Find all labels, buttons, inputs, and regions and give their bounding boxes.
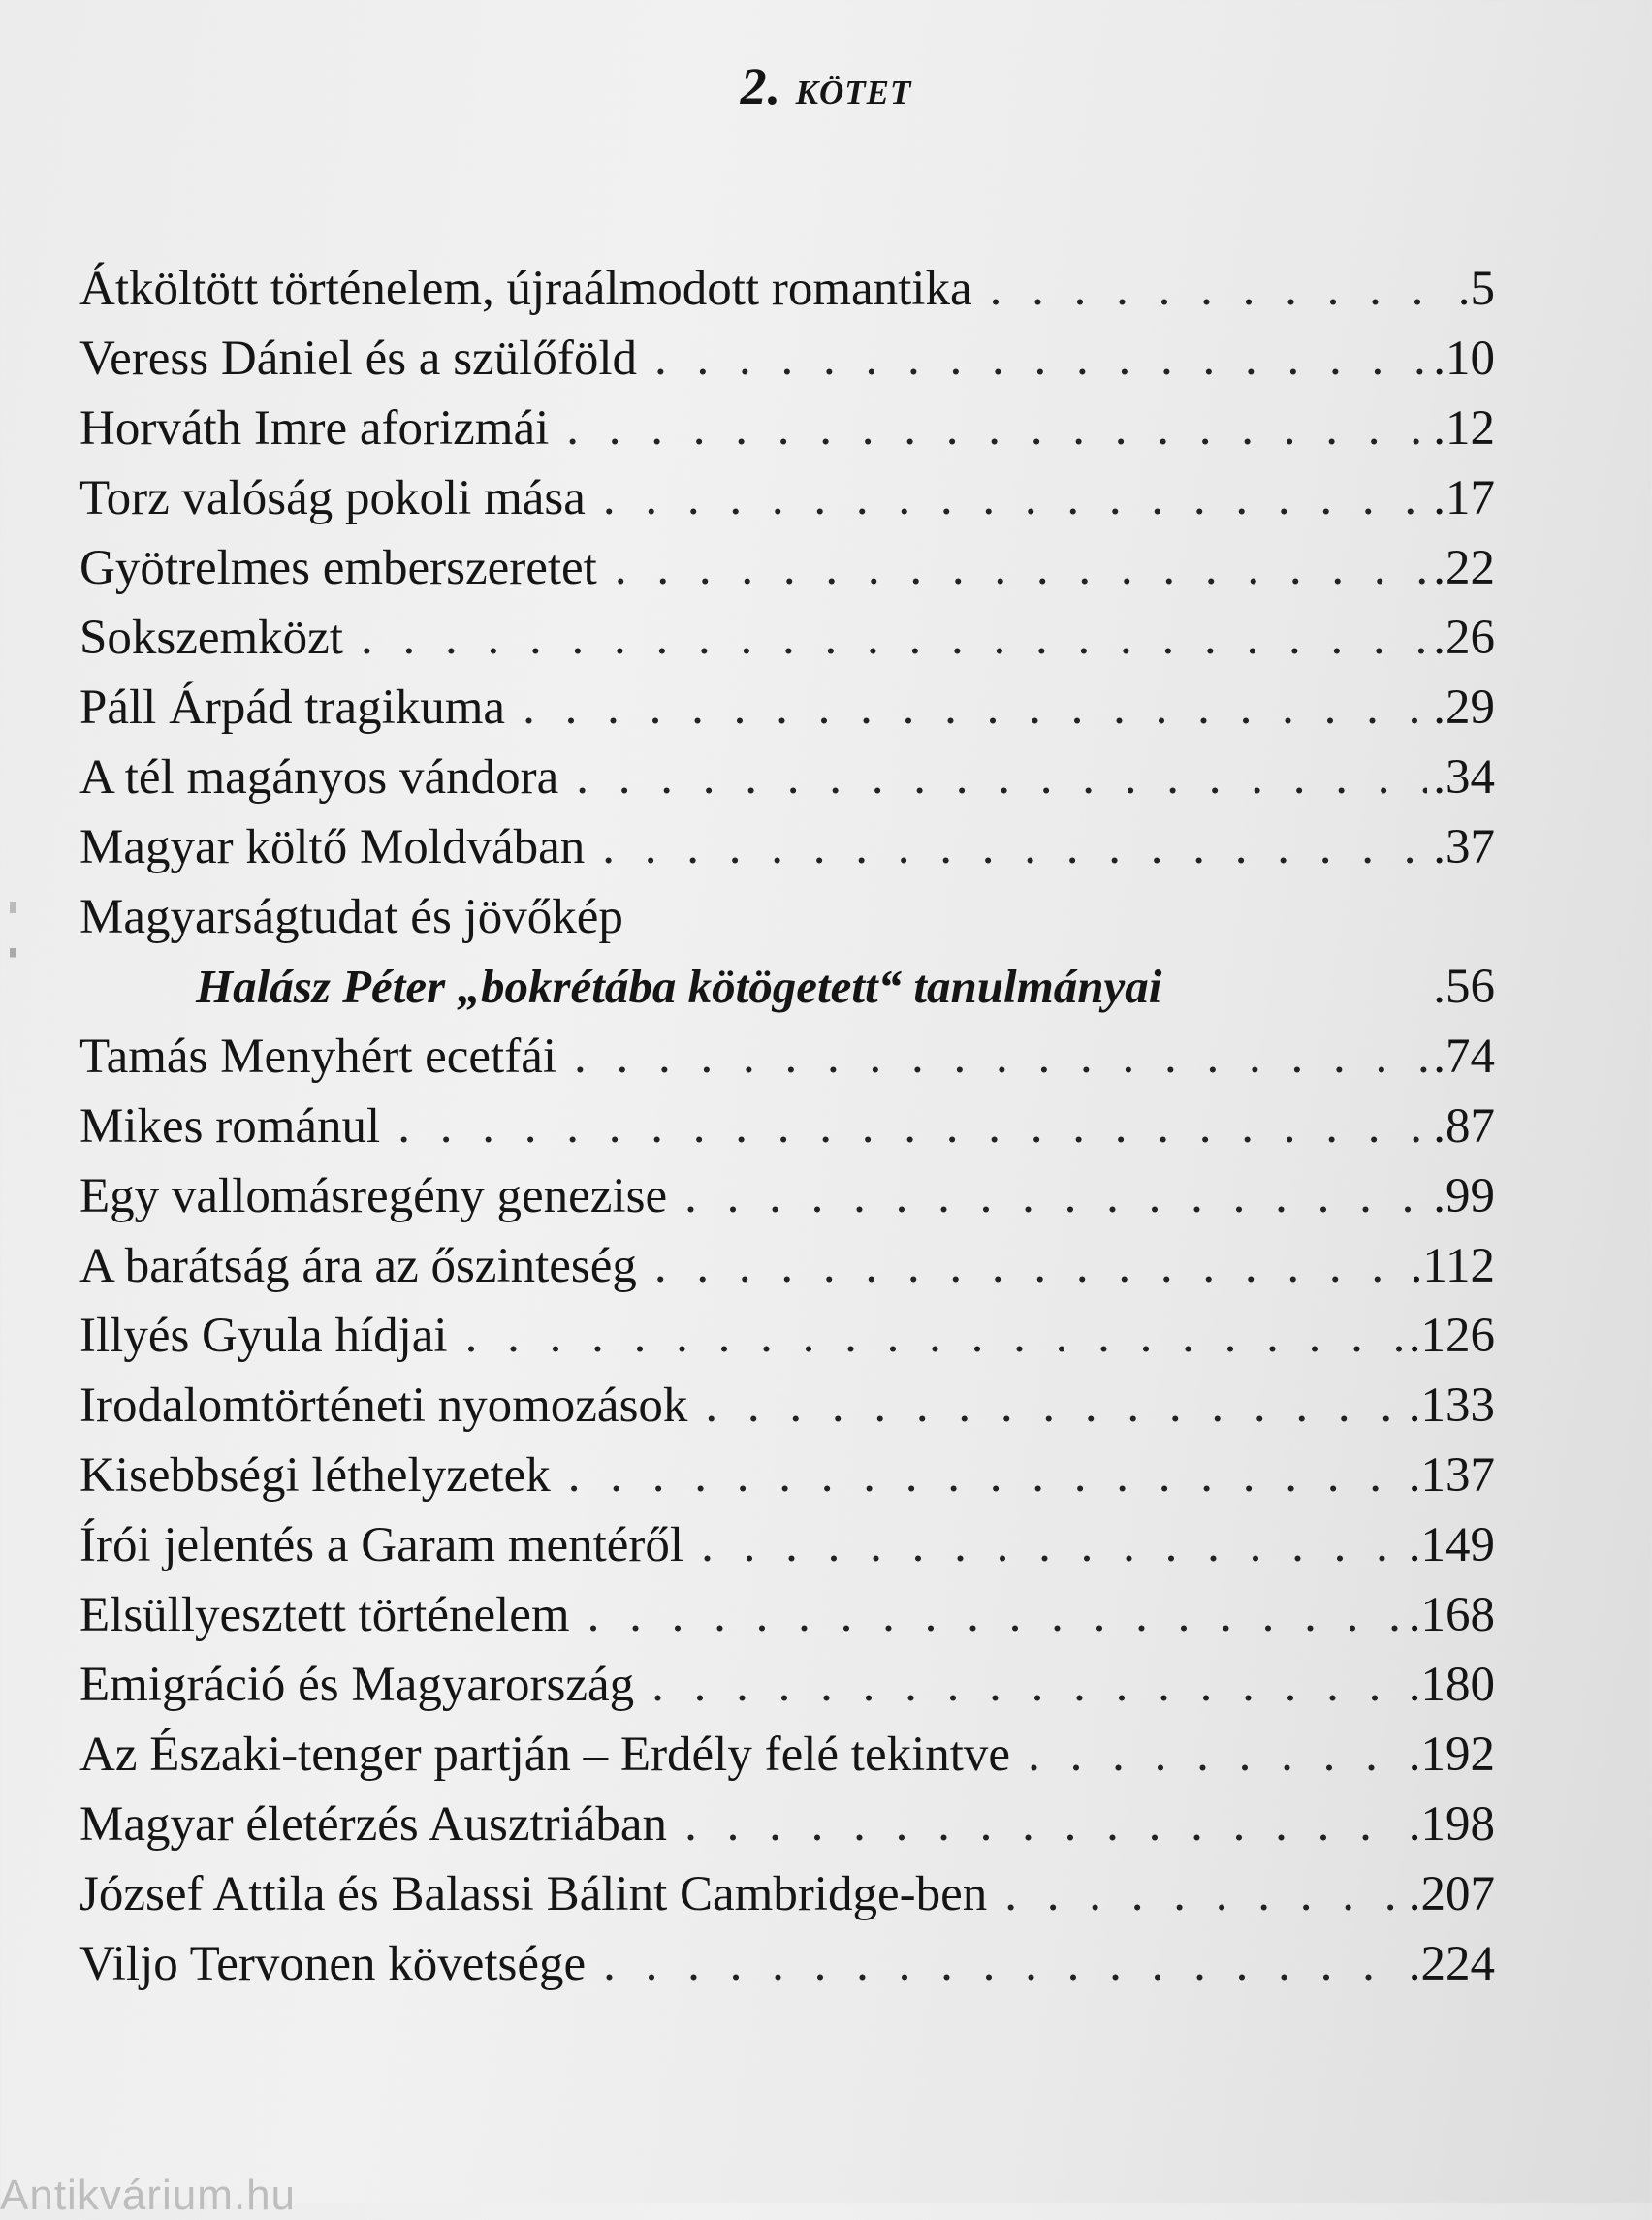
toc-entry xyxy=(79,1720,1495,1790)
toc-entry xyxy=(79,882,1495,952)
toc-entry xyxy=(79,1929,1495,1999)
toc-entry-page: .26 xyxy=(1433,611,1495,665)
toc-entry xyxy=(79,1441,1495,1510)
watermark: Antikvárium.hu xyxy=(0,2172,297,2219)
dot-leader xyxy=(654,324,1427,394)
toc-entry-title: Páll Árpád tragikuma xyxy=(79,681,506,735)
toc-entry-page: .99 xyxy=(1433,1169,1495,1223)
toc-entry-page: .22 xyxy=(1433,541,1495,595)
toc-entry-title: A barátság ára az őszinteség xyxy=(79,1239,637,1293)
toc-entry-title: Tamás Menyhért ecetfái xyxy=(79,1030,557,1084)
toc-entry xyxy=(79,1859,1495,1929)
dot-leader xyxy=(361,603,1427,673)
toc-entry-page: .192 xyxy=(1408,1728,1495,1782)
toc-entry-title: Veress Dániel és a szülőföld xyxy=(79,332,637,386)
toc-entry xyxy=(79,1161,1495,1231)
dot-leader xyxy=(684,1790,1403,1859)
toc-entry-page: .10 xyxy=(1433,332,1495,386)
toc-entry-page: .5 xyxy=(1457,262,1495,316)
toc-entry-title: Sokszemközt xyxy=(79,611,343,665)
toc-entry-page: .34 xyxy=(1433,750,1495,805)
toc-entry xyxy=(79,1022,1495,1092)
table-of-contents xyxy=(79,254,1495,1999)
toc-entry-page: .74 xyxy=(1433,1030,1495,1084)
toc-entry xyxy=(79,1790,1495,1859)
dot-leader xyxy=(574,1022,1427,1092)
toc-entry-page: .126 xyxy=(1408,1309,1495,1363)
toc-entry-title: Viljo Tervonen követsége xyxy=(79,1937,587,1991)
toc-entry-page: .133 xyxy=(1408,1379,1495,1433)
toc-entry-page: .56 xyxy=(1433,960,1495,1014)
toc-entry-page: .180 xyxy=(1408,1658,1495,1712)
dot-leader xyxy=(465,1301,1403,1371)
toc-entry-page: .37 xyxy=(1433,820,1495,874)
margin-mark xyxy=(10,902,16,1018)
toc-entry-title: Kisebbségi léthelyzetek xyxy=(79,1448,551,1503)
toc-entry-title: Illyés Gyula hídjai xyxy=(79,1309,448,1363)
dot-leader xyxy=(701,1510,1403,1580)
toc-entry-page: .17 xyxy=(1433,471,1495,525)
toc-entry-title: Emigráció és Magyarország xyxy=(79,1658,635,1712)
toc-entry-title: József Attila és Balassi Bálint Cambridge-ben xyxy=(79,1867,988,1921)
toc-entry xyxy=(79,394,1495,463)
toc-entry xyxy=(79,1650,1495,1720)
dot-leader xyxy=(651,1650,1403,1720)
toc-entry xyxy=(79,254,1495,324)
volume-number: 2. xyxy=(740,57,782,115)
toc-entry xyxy=(79,324,1495,394)
dot-leader xyxy=(603,1929,1403,1999)
toc-entry-title: A tél magányos vándora xyxy=(79,750,559,805)
toc-entry-page: .112 xyxy=(1410,1239,1495,1293)
toc-entry-title: Torz valóság pokoli mása xyxy=(79,471,586,525)
toc-entry-page: .87 xyxy=(1433,1099,1495,1154)
toc-entry-title: Egy vallomásregény genezise xyxy=(79,1169,668,1223)
toc-entry-title: Az Északi-tenger partján – Erdély felé tekintve xyxy=(79,1728,1011,1782)
toc-entry xyxy=(79,673,1495,743)
toc-entry xyxy=(79,812,1495,882)
dot-leader xyxy=(603,463,1427,533)
toc-entry-title: Horváth Imre aforizmái xyxy=(79,401,550,456)
toc-entry xyxy=(79,1580,1495,1650)
toc-entry xyxy=(79,1301,1495,1371)
toc-entry-page: .207 xyxy=(1408,1867,1495,1921)
volume-word: kötet xyxy=(795,60,912,114)
toc-entry-title: Gyötrelmes emberszeretet xyxy=(79,541,597,595)
toc-entry-subtitle-row xyxy=(79,952,1495,1022)
toc-entry xyxy=(79,1231,1495,1301)
dot-leader xyxy=(684,1161,1427,1231)
dot-leader xyxy=(397,1092,1427,1161)
dot-leader xyxy=(1028,1720,1403,1790)
toc-entry xyxy=(79,1510,1495,1580)
dot-leader xyxy=(654,1231,1405,1301)
toc-entry-title: Magyarságtudat és jövőkép xyxy=(79,890,623,944)
toc-entry-page: .198 xyxy=(1408,1797,1495,1852)
toc-entry-title: Mikes románul xyxy=(79,1099,381,1154)
dot-leader xyxy=(523,673,1427,743)
dot-leader xyxy=(588,1580,1403,1650)
toc-entry xyxy=(79,533,1495,603)
toc-entry-page: .29 xyxy=(1433,681,1495,735)
toc-entry-subtitle: Halász Péter „bokrétába kötögetett“ tanulmányai xyxy=(196,960,1162,1013)
toc-entry-title: Magyar életérzés Ausztriában xyxy=(79,1797,668,1852)
dot-leader xyxy=(705,1371,1402,1441)
toc-entry-title: Átköltött történelem, újraálmodott romantika xyxy=(79,262,972,316)
toc-entry xyxy=(79,1371,1495,1441)
dot-leader xyxy=(1004,1859,1403,1929)
dot-leader xyxy=(568,1441,1403,1510)
dot-leader xyxy=(990,254,1427,324)
toc-entry-title: Magyar költő Moldvában xyxy=(79,820,586,874)
toc-entry xyxy=(79,463,1495,533)
toc-entry-page: .137 xyxy=(1408,1448,1495,1503)
toc-entry xyxy=(79,1092,1495,1161)
toc-entry-title: Írói jelentés a Garam mentéről xyxy=(79,1518,684,1572)
toc-entry-page: .168 xyxy=(1408,1588,1495,1642)
toc-entry-title: Irodalomtörténeti nyomozások xyxy=(79,1379,688,1433)
toc-entry xyxy=(79,743,1495,812)
toc-entry xyxy=(79,603,1495,673)
dot-leader xyxy=(566,394,1427,463)
toc-entry-page: .12 xyxy=(1433,401,1495,456)
toc-entry-page: .149 xyxy=(1408,1518,1495,1572)
volume-heading xyxy=(0,56,1652,116)
dot-leader xyxy=(576,743,1427,812)
toc-entry-page: .224 xyxy=(1408,1937,1495,1991)
toc-entry-title: Elsüllyesztett történelem xyxy=(79,1588,570,1642)
dot-leader xyxy=(602,812,1427,882)
dot-leader xyxy=(615,533,1427,603)
